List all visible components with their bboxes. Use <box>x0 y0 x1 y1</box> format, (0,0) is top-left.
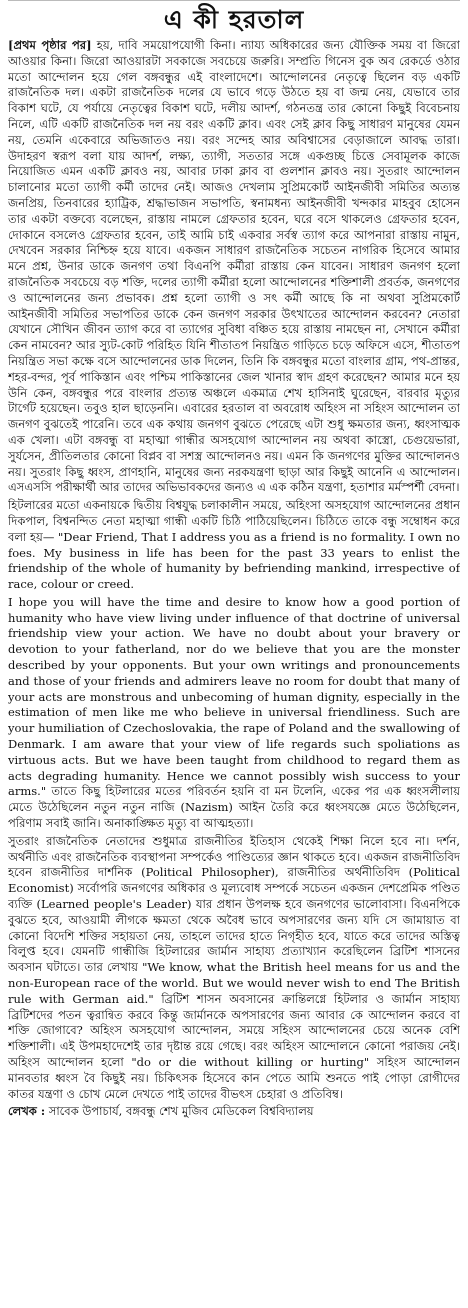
byline-label: লেখক : <box>8 1104 46 1119</box>
paragraph-2 <box>8 498 460 593</box>
top-rule <box>8 0 460 4</box>
newspaper-page <box>8 0 460 1308</box>
author-byline <box>8 1104 460 1120</box>
article-body <box>8 38 460 1303</box>
paragraph-4 <box>8 834 460 1103</box>
paragraph-1-text: হয়, দাবি সময়োপযোগী কিনা। ন্যায্য অধিকারের জন্য যৌক্তিক সময় বা জিরো আওয়ার কিনা। জিরো আওয়ারটা সবকাজে সবচেয়ে জরুরি। সম্প্রতি গিনেস বুক অব রেকর্ডে ওঠার মতো আন্দোলন হয়ে গেল বঙ্গবন্ধুর এই বাংলাদেশে। আন্দোলনের নেতৃত্বে ছিলেন বড় একটি রাজনৈতিক দল। একটা রাজনৈতিক দলের যে ভাবে গড়ে উঠতে হয় বা জন্ম নেয়, যেভাবে তার বিকাশ ঘটে, যে পর্যায়ে নেতৃত্বের বিকাশ ঘটে, দলীয় আদর্শ, গঠনতন্ত্র তার কোনো কিছুই বিবেচনায় নিলে, এটি একটি রাজনৈতিক দল নয় বরং একটি ক্লাব। এবং সেই ক্লাব কিছু সাধারণ মানুষের যেমন নয়, তেমনি একেবারে অভিজাতও নয়। বরং সন্দেহ আর অবিশ্বাসের বেড়াজালে আবদ্ধ তারা। উদাহরণ স্বরূপ বলা যায় আদর্শ, লক্ষ্য, ত্যাগী, সততার সঙ্গে একগুচ্ছ চিত্তে সেবামূলক কাজে নিয়োজিত এমন একটি ক্লাবও নয়, আবার ঢাকা ক্লাব বা গুলশান ক্লাবও নয়। সুতরাং আন্দোলন চালানোর মতো ত্যাগী কর্মী তাদের নেই। আজও দেখলাম সুপ্রিমকোর্ট আইনজীবী সমিতির অত্যন্ত জনপ্রিয়, তিনবারের হ্যাট্রিক, শ্রদ্ধাভাজন সভাপতি, স্বনামধন্য আইনজীবী খন্দকার মাহবুব হোসেন তার একটা বক্তব্যে বলেছেন, রাস্তায় নামলে গ্রেফতার হবেন, ঘরে বসে থাকলেও গ্রেফতার হবেন, দোকানে বসলেও গ্রেফতার হবেন, তাই আমি চাই একবার সর্বস্ব ত্যাগ করে আপনারা রাস্তায় নামুন, দেখবেন সরকার নিশ্চিহ্ন হয়ে যাবে। একজন সাধারণ রাজনৈতিক সচেতন নাগরিক হিসেবে আমার মনে প্রশ্ন, উনার ডাকে জনগণ তথা বিএনপি কর্মীরা রাস্তায় কেন যাবেন। সাধারণ জনগণ হলো রাজনৈতিক সবচেয়ে বড় শক্তি, দলের ত্যাগী কর্মীরা হলো আন্দোলনের শক্তিশালী প্রবর্তক, জনগণের ও আন্দোলনের জন্য প্রভাবক। প্রশ্ন হলো ত্যাগী ও সৎ কর্মী আছে কি না অথবা সুপ্রিমকোর্ট আইনজীবী সমিতির সভাপতির ডাকে কেন জনগণ সরকার উৎখাতের আন্দোলন করবেন? নেতারা যেখানে সৌখিন জীবন ত্যাগ করে বা ত্যাগের সুবিধা বঞ্চিত হয়ে রাস্তায় নামছেন না, সেখানে কর্মীরা কেন নামবেন? আর স্যুট-কোট পরিহিত যিনি শীতাতপ নিয়ন্ত্রিত গাড়িতে চড়ে অফিসে এসে, শীতাতপ নিয়ন্ত্রিত সভা কক্ষে বসে আন্দোলনের ডাক দিলেন, তিনি কি বঙ্গবন্ধুর মতো বাংলার গ্রাম, পথ-প্রান্তর, শহর-বন্দর, পূর্ব পাকিস্তান এবং পশ্চিম পাকিস্তানের জেল খানার স্বাদ গ্রহণ করেছেন? আমার মনে হয় উনি কেন, বঙ্গবন্ধুর পরে বাংলার প্রত্যন্ত অঞ্চলে একমাত্র শেখ হাসিনাই ঘুরেছেন, বারবার মৃত্যুর টার্গেট হয়েছেন। তবুও হাল ছাড়েননি। এবারের হরতাল বা অবরোধ অহিংস না সহিংস আন্দোলন তা জনগণ বুঝতেই পারেনি। তবে এক কথায় জনগণ বুঝতে পেরেছে এটা শুধু ক্ষমতার জন্য, ধ্বংসাত্মক এক খেলা। এটা বঙ্গবন্ধু বা মহাত্মা গান্ধীর অসহযোগ আন্দোলন নয় অথবা কাস্ত্রো, চেগুয়েভারা, সুর্যসেন, প্রীতিলতার কোনো বিপ্লব বা সশস্ত্র আন্দোলনও নয়। এমন কি জনগণের মুক্তির আন্দোলনও নয়। সুতরাং কিছু ধ্বংস, প্রাণহানি, মানুষের জন্য নরকযন্ত্রণা ছাড়া আর কিছুই আনেনি এ আন্দোলন। এসএসসি পরীক্ষার্থী আর তাদের অভিভাবকদের জন্যও এ এক কঠিন যন্ত্রণা, হতাশার মর্মস্পর্শী বেদনা। <box>8 38 460 495</box>
article-title: এ কী হরতাল <box>163 5 305 34</box>
byline-text: সাবেক উপাচার্য, বঙ্গবন্ধু শেখ মুজিব মেডিকেল বিশ্ববিদ্যালয় <box>45 1104 314 1119</box>
paragraph-4-text: সুতরাং রাজনৈতিক নেতাদের শুধুমাত্র রাজনীতির ইতিহাস থেকেই শিক্ষা নিলে হবে না। দর্শন, অর্থনীতি এবং রাজনৈতিক ব্যবস্থাপনা সম্পর্কেও পাণ্ডিত্যের জ্ঞান থাকতে হবে। একজন রাজনীতিবিদ হবেন রাজনীতির দার্শনিক (Political Philosopher), রাজনীতির অর্থনীতিবিদ (Political Economist) সর্বোপরি জনগণের অধিকার ও মূল্যবোধ সম্পর্কে সচেতন একজন দেশপ্রেমিক পণ্ডিত ব্যক্তি (Learned people's Leader) যার প্রধান উপলক্ষ হবে জনগণের ভালোবাসা। বিএনপিকে বুঝতে হবে, আওয়ামী লীগকে ক্ষমতা থেকে অবৈধ ভাবে অপসারণের জন্য যদি সে জামায়াত বা কোনো বিদেশি শক্তির সহায়তা নেয়, তাহলে তাদের হাতে নিগৃহীত হবে, যাতে করে তাদের অস্তিত্ব বিলুপ্ত হবে। যেমনটি গান্ধীজি হিটলারের জার্মান সাহায্য প্রত্যাখ্যান করেছিলেন ব্রিটিশ শাসনের অবসান ঘটাতে। তার লেখায় "We know, what the British heel means for us and the non-European race of the world. But we would never wish to end The British rule with German aid." ব্রিটিশ শাসন অবসানের ক্রান্তিলগ্নে হিটলার ও জার্মান সাহায্য ব্রিটিশদের পতন ত্বরান্বিত করবে কিন্তু জার্মানকে অপসারণের জন্য আবার কে আন্দোলন করবে বা শক্তি জোগাবে? অহিংস অসহযোগ আন্দোলন, সময়ে সহিংস আন্দোলনের চেয়ে অনেক বেশি শক্তিশালী। এই উপমহাদেশেই তার দৃষ্টান্ত রয়ে গেছে। বরং অহিংস আন্দোলনে কোনো পরাজয় নেই। অহিংস আন্দোলন হলো "do or die without killing or hurting" সহিংস আন্দোলন মানবতার ধ্বংস বৈ কিছুই নয়। চিকিৎসক হিসেবে কান পেতে আমি শুনতে পাই পোড়া রোগীদের কাতর যন্ত্রণা ও চোখ মেলে দেখতে পাই তাদের বীভৎস চেহারা ও প্রতিবিম্ব। <box>8 833 460 1101</box>
paragraph-1 <box>8 38 460 496</box>
paragraph-3-text: I hope you will have the time and desire to know how a good portion of humanity who have view living under influence of that doctrine of universal friendship view your action. We have no doubt about your bravery or devotion to your fatherland, nor do we believe that you are the monster described by your opponents. But your own writings and pronouncements and those of your friends and admirers leave no room for doubt that many of your acts are monstrous and unbecoming of human dignity, especially in the estimation of men like me who believe in universal friendliness. Such are your humiliation of Czechoslovakia, the rape of Poland and the swallowing of Denmark. I am aware that your view of life regards such spoliations as virtuous acts. But we have been taught from childhood to regard them as acts degrading humanity. Hence we cannot possibly wish success to your arms." তাতে কিছু হিটলারের মতের পরিবর্তন হয়নি বা মন টলেনি, একের পর এক ধ্বংসলীলায় মেতে উঠেছিলেন নতুন নতুন নাজি (Nazism) আইন তৈরি করে ধ্বংসযজ্ঞে মেতে উঠেছিলেন, পরিণাম সবাই জানি। অনাকাঙ্ক্ষিত মৃত্যু বা আত্মহত্যা। <box>8 594 460 831</box>
paragraph-2-text: হিটলারের মতো একনায়কে দ্বিতীয় বিশ্বযুদ্ধ চলাকালীন সময়ে, অহিংসা অসহযোগ আন্দোলনের প্রধান দিকপাল, বিশ্বনন্দিত নেতা মহাত্মা গান্ধী একটি চিঠি পাঠিয়েছিলেন। চিঠিতে তাকে বন্ধু সম্বোধন করে বলা হয়— "Dear Friend, That I address you as a friend is no formality. I own no foes. My business in life has been for the past 33 years to enlist the friendship of the whole of humanity by befriending mankind, irrespective of race, colour or creed. <box>8 498 460 592</box>
continuation-marker: [প্রথম পৃষ্ঠার পর] <box>8 38 92 52</box>
paragraph-3 <box>8 595 460 832</box>
